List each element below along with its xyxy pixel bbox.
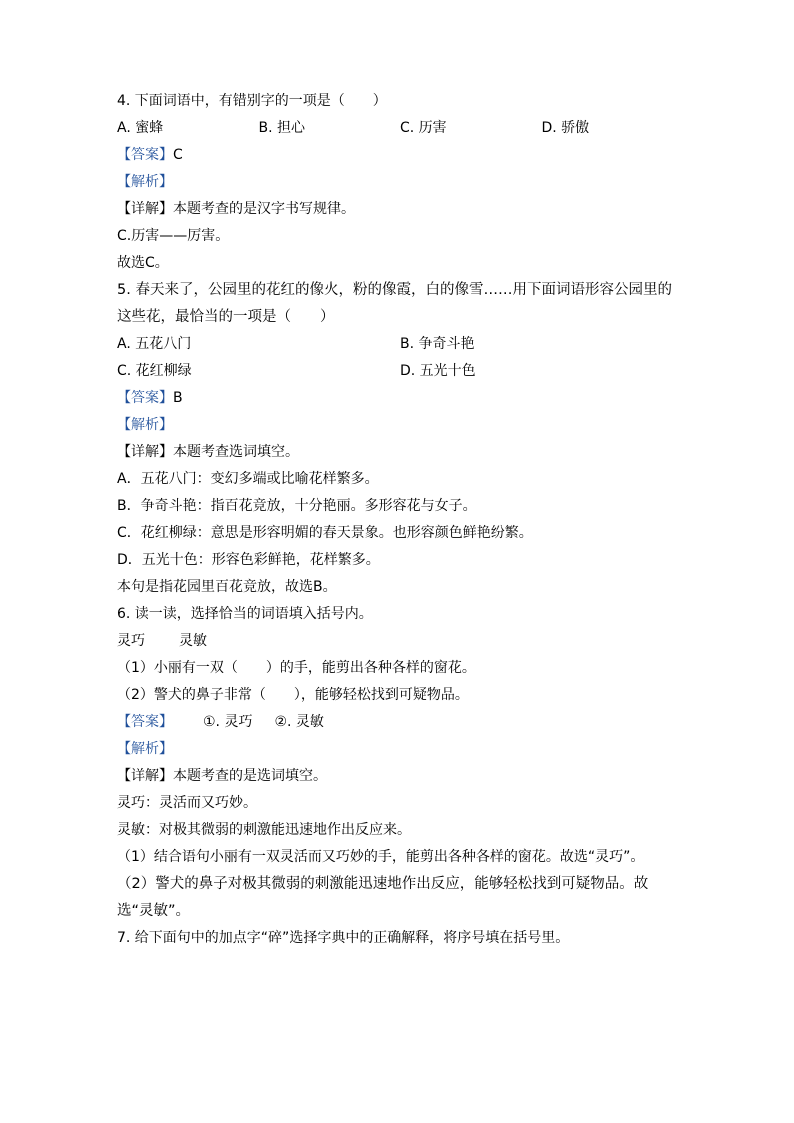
q4-line-2: 故选C。 <box>117 255 169 271</box>
q4-line-1: C.历害——厉害。 <box>117 228 230 244</box>
q6-line-4: （2）警犬的鼻子对极其微弱的刺激能迅速地作出反应，能够轻松找到可疑物品。故选“灵敏”。 <box>117 876 649 919</box>
q5-option-a: A. 五花八门 <box>117 336 192 352</box>
answer-tag: 【答案】 <box>117 147 173 163</box>
q6-line-1: 灵巧：灵活而又巧妙。 <box>117 795 257 811</box>
q4-detail <box>117 196 683 223</box>
q5-option-b: B. 争奇斗艳 <box>400 336 475 352</box>
q4-detail-text: 本题考查的是汉字书写规律。 <box>173 201 355 217</box>
q6-analysis-tag: 【解析】 <box>117 741 173 757</box>
q4-stem: 4. 下面词语中，有错别字的一项是（ ） <box>117 93 387 109</box>
q4-option-a: A. 蜜蜂 <box>117 120 164 136</box>
answer-tag: 【答案】 <box>117 714 173 730</box>
q6-word-2: 灵敏 <box>179 633 207 649</box>
q4-option-d: D. 骄傲 <box>541 120 590 136</box>
q6-word-1: 灵巧 <box>117 633 145 649</box>
q4-answer <box>117 142 683 169</box>
document-page <box>117 88 683 952</box>
q5-stem: 5. 春天来了，公园里的花红的像火，粉的像霞，白的像雪……用下面词语形容公园里的这些花，最恰当的一项是（ ） <box>117 282 672 325</box>
detail-tag: 【详解】 <box>117 768 173 784</box>
answer-tag: 【答案】 <box>117 390 173 406</box>
detail-tag: 【详解】 <box>117 201 173 217</box>
q5-option-d: D. 五光十色 <box>400 363 476 379</box>
q6-item-1: （1）小丽有一双（ ）的手，能剪出各种各样的窗花。 <box>117 660 476 676</box>
q6-line-2: 灵敏：对极其微弱的刺激能迅速地作出反应来。 <box>117 822 411 838</box>
q5-line-3: C．花红柳绿：意思是形容明媚的春天景象。也形容颜色鲜艳纷繁。 <box>117 525 533 541</box>
q5-line-5: 本句是指花园里百花竞放，故选B。 <box>117 579 337 595</box>
q5-answer <box>117 385 683 412</box>
q6-stem: 6. 读一读，选择恰当的词语填入括号内。 <box>117 606 373 622</box>
q6-word-bank <box>117 628 683 655</box>
q6-answer <box>117 709 683 736</box>
q6-detail-text: 本题考查的是选词填空。 <box>173 768 327 784</box>
q5-options-row-2 <box>117 358 683 385</box>
q6-answer-2: ②. 灵敏 <box>274 714 324 730</box>
q5-detail-text: 本题考查选词填空。 <box>173 444 299 460</box>
q5-line-2: B．争奇斗艳：指百花竞放，十分艳丽。多形容花与女子。 <box>117 498 477 514</box>
q5-answer-value: B <box>173 390 183 406</box>
q4-options <box>117 115 683 142</box>
detail-tag: 【详解】 <box>117 444 173 460</box>
q4-analysis-tag: 【解析】 <box>117 174 173 190</box>
q4-option-b: B. 担心 <box>258 120 306 136</box>
q7-stem: 7. 给下面句中的加点字“碎”选择字典中的正确解释，将序号填在括号里。 <box>117 930 570 946</box>
q6-answer-1: ①. 灵巧 <box>203 714 253 730</box>
q6-detail <box>117 763 683 790</box>
q4-answer-value: C <box>173 147 183 163</box>
q5-options-row-1 <box>117 331 683 358</box>
q6-line-3: （1）结合语句小丽有一双灵活而又巧妙的手，能剪出各种各样的窗花。故选“灵巧”。 <box>117 849 645 865</box>
q5-analysis-tag: 【解析】 <box>117 417 173 433</box>
q5-line-1: A．五花八门：变幻多端或比喻花样繁多。 <box>117 471 379 487</box>
q5-detail <box>117 439 683 466</box>
q6-item-2: （2）警犬的鼻子非常（ ），能够轻松找到可疑物品。 <box>117 687 469 703</box>
q5-option-c: C. 花红柳绿 <box>117 363 192 379</box>
q4-option-c: C. 历害 <box>400 120 447 136</box>
q5-line-4: D．五光十色：形容色彩鲜艳，花样繁多。 <box>117 552 380 568</box>
